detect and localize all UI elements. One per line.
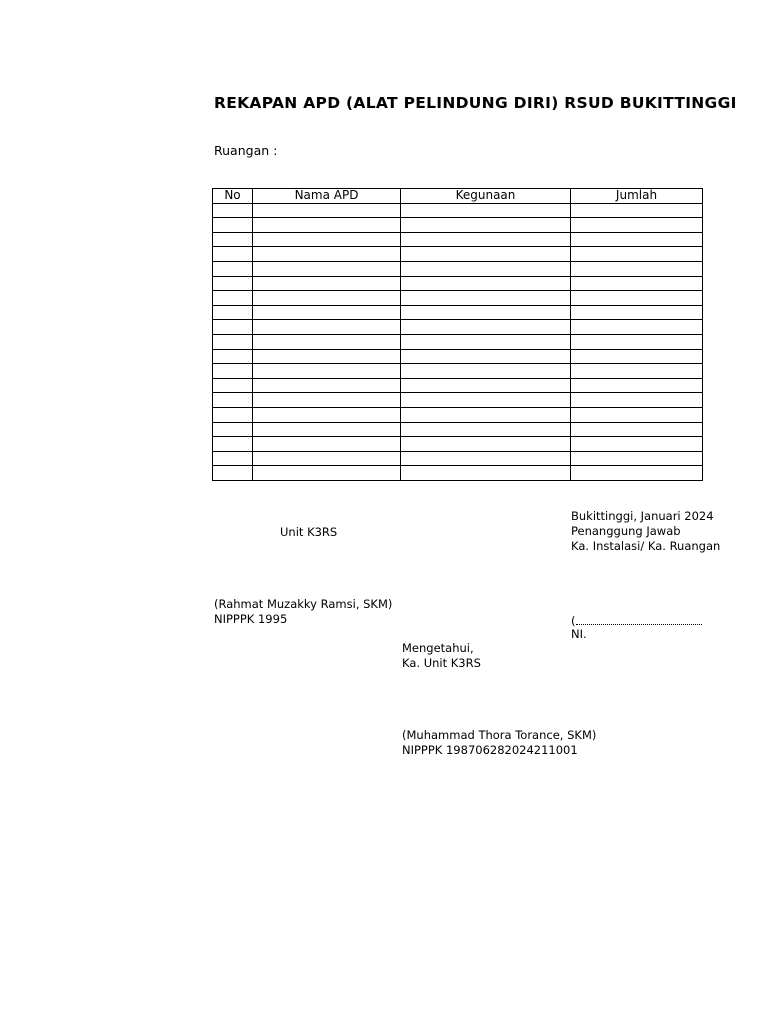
table-cell-no (213, 393, 253, 408)
table-row (213, 407, 703, 422)
table-cell-jumlah (571, 451, 703, 466)
table-cell-no (213, 305, 253, 320)
right-role-2: Ka. Instalasi/ Ka. Ruangan (571, 539, 721, 553)
table-cell-no (213, 451, 253, 466)
table-cell-kegunaan (401, 203, 571, 218)
table-cell-kegunaan (401, 276, 571, 291)
table-cell-no (213, 407, 253, 422)
table-cell-kegunaan (401, 320, 571, 335)
left-signer-name: (Rahmat Muzakky Ramsi, SKM) (214, 597, 393, 611)
table-row (213, 232, 703, 247)
table-cell-jumlah (571, 291, 703, 306)
table-row (213, 349, 703, 364)
table-cell-nama-apd (253, 393, 401, 408)
table-row (213, 364, 703, 379)
table-body (213, 203, 703, 480)
table-cell-kegunaan (401, 291, 571, 306)
table-cell-nama-apd (253, 437, 401, 452)
table-cell-jumlah (571, 364, 703, 379)
table-cell-nama-apd (253, 378, 401, 393)
table-cell-no (213, 349, 253, 364)
table-cell-nama-apd (253, 466, 401, 481)
table-cell-jumlah (571, 276, 703, 291)
col-header-no: No (213, 189, 253, 204)
right-signer-dotted-line (576, 614, 702, 625)
table-cell-no (213, 261, 253, 276)
table-cell-kegunaan (401, 466, 571, 481)
table-cell-kegunaan (401, 305, 571, 320)
table-cell-kegunaan (401, 334, 571, 349)
table-row (213, 320, 703, 335)
right-place-date: Bukittinggi, Januari 2024 (571, 509, 714, 523)
table-cell-nama-apd (253, 334, 401, 349)
table-cell-no (213, 378, 253, 393)
right-signer-open: ( (571, 614, 576, 628)
table-cell-no (213, 334, 253, 349)
table-cell-nama-apd (253, 232, 401, 247)
table-cell-no (213, 232, 253, 247)
table-cell-jumlah (571, 422, 703, 437)
table-row (213, 203, 703, 218)
table-cell-jumlah (571, 334, 703, 349)
apd-table (212, 188, 703, 481)
table-cell-nama-apd (253, 218, 401, 233)
table-cell-nama-apd (253, 247, 401, 262)
table-cell-no (213, 364, 253, 379)
table-cell-jumlah (571, 232, 703, 247)
table-cell-nama-apd (253, 261, 401, 276)
center-acknowledge: Mengetahui, (402, 641, 474, 655)
table-cell-nama-apd (253, 305, 401, 320)
table-cell-kegunaan (401, 422, 571, 437)
table-cell-no (213, 422, 253, 437)
table-cell-kegunaan (401, 378, 571, 393)
table-cell-jumlah (571, 393, 703, 408)
table-cell-kegunaan (401, 218, 571, 233)
right-signer-id: NI. (571, 627, 587, 641)
table-cell-nama-apd (253, 276, 401, 291)
table-cell-nama-apd (253, 407, 401, 422)
table-cell-no (213, 466, 253, 481)
table-cell-jumlah (571, 305, 703, 320)
table-cell-no (213, 291, 253, 306)
table-cell-kegunaan (401, 232, 571, 247)
table-cell-no (213, 276, 253, 291)
table-cell-jumlah (571, 349, 703, 364)
right-signer-line (571, 614, 702, 628)
left-signer-id: NIPPPK 1995 (214, 612, 288, 626)
col-header-jumlah: Jumlah (571, 189, 703, 204)
ruangan-label: Ruangan : (214, 143, 278, 158)
table-cell-jumlah (571, 378, 703, 393)
table-cell-kegunaan (401, 451, 571, 466)
table-row (213, 305, 703, 320)
table-cell-nama-apd (253, 451, 401, 466)
center-role: Ka. Unit K3RS (402, 656, 481, 670)
table-cell-kegunaan (401, 407, 571, 422)
table-row (213, 261, 703, 276)
table-row (213, 378, 703, 393)
table-cell-nama-apd (253, 320, 401, 335)
table-cell-jumlah (571, 247, 703, 262)
table-cell-nama-apd (253, 349, 401, 364)
center-signer-name: (Muhammad Thora Torance, SKM) (402, 728, 597, 742)
left-unit-label: Unit K3RS (280, 525, 338, 539)
table-cell-kegunaan (401, 364, 571, 379)
table-cell-nama-apd (253, 203, 401, 218)
table-row (213, 393, 703, 408)
table-cell-kegunaan (401, 247, 571, 262)
table-cell-nama-apd (253, 422, 401, 437)
table-row (213, 247, 703, 262)
table-row (213, 437, 703, 452)
table-cell-kegunaan (401, 261, 571, 276)
table-cell-kegunaan (401, 437, 571, 452)
table-cell-no (213, 437, 253, 452)
table-row (213, 422, 703, 437)
table-row (213, 334, 703, 349)
table-row (213, 291, 703, 306)
table-cell-jumlah (571, 218, 703, 233)
table-cell-jumlah (571, 437, 703, 452)
table-header-row (213, 189, 703, 204)
table-cell-jumlah (571, 466, 703, 481)
table-row (213, 276, 703, 291)
table-cell-jumlah (571, 261, 703, 276)
table-cell-no (213, 203, 253, 218)
table-cell-jumlah (571, 203, 703, 218)
table-cell-kegunaan (401, 349, 571, 364)
table-cell-kegunaan (401, 393, 571, 408)
table-cell-nama-apd (253, 364, 401, 379)
table-cell-no (213, 320, 253, 335)
table-row (213, 466, 703, 481)
col-header-kegunaan: Kegunaan (401, 189, 571, 204)
table-cell-nama-apd (253, 291, 401, 306)
table-row (213, 451, 703, 466)
table-row (213, 218, 703, 233)
table-cell-jumlah (571, 320, 703, 335)
table-cell-jumlah (571, 407, 703, 422)
document-title: REKAPAN APD (ALAT PELINDUNG DIRI) RSUD BUKITTINGGI (214, 94, 737, 112)
col-header-nama-apd: Nama APD (253, 189, 401, 204)
table-cell-no (213, 218, 253, 233)
center-signer-id: NIPPPK 198706282024211001 (402, 743, 578, 757)
right-role-1: Penanggung Jawab (571, 524, 681, 538)
table-cell-no (213, 247, 253, 262)
